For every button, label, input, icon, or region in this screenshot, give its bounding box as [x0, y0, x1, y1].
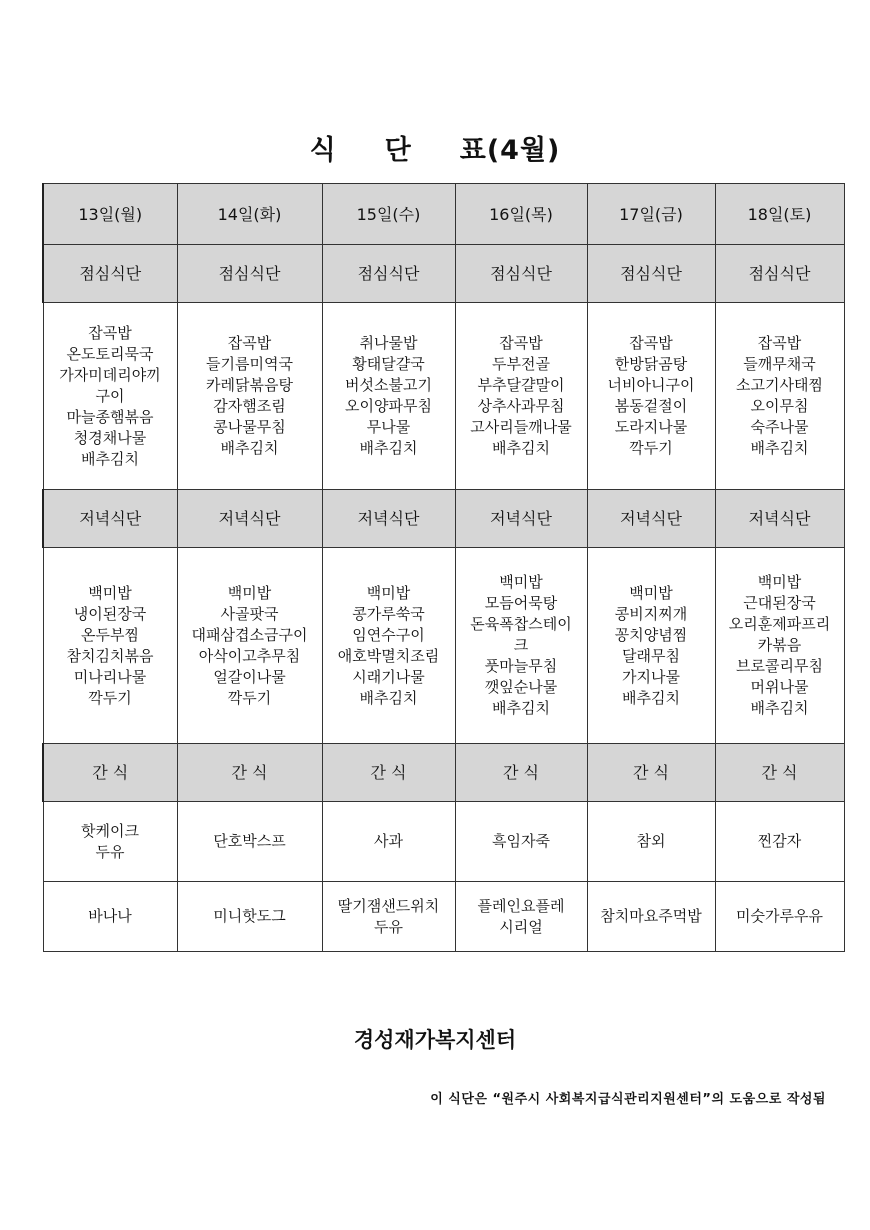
snack2-menu-cell — [177, 882, 322, 952]
menu-item: 돈육폭찹스테이 — [470, 615, 572, 633]
lunch-menu-cell — [587, 303, 715, 490]
snack1-menu-cell — [43, 802, 177, 882]
menu-item: 시리얼 — [499, 917, 543, 936]
lunch-menu-cell — [43, 303, 177, 490]
menu-item: 무나물 — [366, 418, 411, 436]
menu-item: 백미밥 — [629, 583, 673, 602]
menu-item: 잡곡밥 — [227, 334, 272, 352]
menu-item: 마늘종햄볶음 — [66, 407, 154, 426]
lunch-label-row — [43, 245, 844, 303]
menu-item: 잡곡밥 — [88, 323, 132, 342]
menu-item: 잡곡밥 — [499, 334, 543, 352]
menu-item: 온두부찜 — [81, 625, 139, 644]
menu-item: 백미밥 — [366, 583, 411, 602]
menu-item: 배추김치 — [81, 449, 139, 468]
menu-item: 들기름미역국 — [206, 355, 293, 373]
menu-item: 백미밥 — [499, 573, 543, 591]
date-header: 16일(목) — [455, 184, 587, 245]
menu-item: 백미밥 — [757, 573, 802, 591]
lunch-label: 점심식단 — [177, 245, 322, 303]
menu-item: 꽁치양념찜 — [614, 625, 688, 644]
snack2-menu-cell — [587, 882, 715, 952]
dinner-menu-row — [43, 548, 844, 744]
menu-item: 배추김치 — [359, 688, 418, 707]
dinner-label: 저녁식단 — [43, 490, 177, 548]
menu-item: 깍두기 — [88, 688, 132, 707]
menu-item: 구이 — [95, 386, 125, 405]
snack-label: 간 식 — [322, 744, 455, 802]
title-part-2: 단 — [384, 135, 412, 166]
menu-item: 고사리들깨나물 — [470, 418, 572, 436]
lunch-label: 점심식단 — [715, 245, 844, 303]
dinner-label: 저녁식단 — [322, 490, 455, 548]
menu-item: 도라지나물 — [614, 418, 688, 436]
menu-item: 깍두기 — [227, 688, 272, 707]
menu-item: 카볶음 — [757, 636, 802, 654]
menu-item: 오리훈제파프리 — [728, 615, 831, 633]
menu-item: 단호박스프 — [213, 832, 286, 850]
snack2-menu-cell — [322, 882, 455, 952]
date-header: 13일(월) — [43, 184, 177, 245]
snack-label: 간 식 — [587, 744, 715, 802]
snack1-menu-cell — [322, 802, 455, 882]
snack-row-2 — [43, 882, 844, 952]
menu-item: 한방닭곰탕 — [614, 355, 688, 373]
menu-table — [42, 183, 845, 952]
dinner-label: 저녁식단 — [177, 490, 322, 548]
menu-item: 깍두기 — [629, 439, 673, 457]
menu-item: 풋마늘무침 — [484, 657, 558, 675]
menu-item: 머위나물 — [750, 678, 809, 696]
menu-item: 배추김치 — [359, 439, 418, 457]
menu-item: 부추달걀말이 — [477, 376, 565, 394]
menu-item: 온도토리묵국 — [66, 344, 154, 363]
menu-item: 사과 — [374, 832, 403, 850]
menu-item: 냉이된장국 — [73, 604, 147, 623]
menu-item: 상추사과무침 — [477, 397, 565, 415]
menu-item: 가자미데리야끼 — [59, 365, 161, 384]
menu-item: 크 — [513, 636, 529, 654]
dinner-label: 저녁식단 — [587, 490, 715, 548]
snack1-menu-cell — [715, 802, 844, 882]
date-header: 17일(금) — [587, 184, 715, 245]
menu-item: 애호박멸치조림 — [337, 646, 440, 665]
menu-item: 콩가루쑥국 — [352, 604, 425, 623]
snack-label: 간 식 — [177, 744, 322, 802]
dinner-label: 저녁식단 — [455, 490, 587, 548]
menu-item: 얼갈이나물 — [213, 667, 286, 686]
snack-label: 간 식 — [715, 744, 844, 802]
menu-item: 잡곡밥 — [757, 334, 802, 352]
menu-item: 참치마요주먹밥 — [600, 907, 702, 925]
dinner-label-row — [43, 490, 844, 548]
menu-item: 미나리나물 — [73, 667, 147, 686]
snack-row-1 — [43, 802, 844, 882]
dinner-menu-cell — [322, 548, 455, 744]
menu-item: 백미밥 — [88, 583, 132, 602]
menu-item: 흑임자죽 — [492, 832, 550, 850]
dinner-menu-cell — [43, 548, 177, 744]
menu-item: 너비아니구이 — [607, 376, 695, 394]
lunch-menu-cell — [455, 303, 587, 490]
menu-item: 가지나물 — [622, 667, 680, 686]
lunch-menu-cell — [715, 303, 844, 490]
menu-item: 소고기사태찜 — [736, 376, 823, 394]
title-part-1: 식 — [309, 135, 337, 166]
menu-item: 참치김치볶음 — [66, 646, 154, 665]
menu-item: 미니핫도그 — [213, 907, 286, 925]
dinner-menu-cell — [715, 548, 844, 744]
menu-item: 감자햄조림 — [213, 397, 286, 415]
center-name: 경성재가복지센터 — [353, 1028, 517, 1052]
snack2-menu-cell — [715, 882, 844, 952]
menu-item: 청경채나물 — [73, 428, 147, 447]
menu-item: 핫케이크 — [81, 821, 139, 840]
lunch-menu-cell — [322, 303, 455, 490]
menu-item: 들깨무채국 — [743, 355, 816, 373]
menu-item: 근대된장국 — [743, 594, 816, 612]
snack-label: 간 식 — [43, 744, 177, 802]
snack-label-row — [43, 744, 844, 802]
lunch-label: 점심식단 — [322, 245, 455, 303]
menu-item: 배추김치 — [750, 439, 809, 457]
menu-item: 대패삼겹소금구이 — [191, 625, 308, 644]
snack1-menu-cell — [587, 802, 715, 882]
menu-item: 오이양파무침 — [345, 397, 432, 415]
menu-item: 오이무침 — [750, 397, 809, 415]
menu-item: 두유 — [95, 842, 125, 861]
menu-item: 미숫가루우유 — [736, 907, 823, 925]
footnote: 이 식단은 “원주시 사회복지급식관리지원센터”의 도움으로 작성됨 — [430, 1092, 826, 1107]
menu-item: 취나물밥 — [359, 334, 418, 352]
menu-item: 숙주나물 — [750, 418, 809, 436]
menu-item: 배추김치 — [492, 699, 550, 717]
menu-item: 사골팟국 — [220, 604, 279, 623]
menu-item: 잡곡밥 — [629, 334, 673, 352]
menu-item: 콩나물무침 — [213, 418, 286, 436]
menu-item: 모듬어묵탕 — [484, 594, 558, 612]
menu-item: 두유 — [374, 917, 403, 936]
menu-item: 딸기잼샌드위치 — [337, 896, 440, 915]
date-row — [43, 184, 844, 245]
menu-item: 브로콜리무침 — [736, 657, 823, 675]
lunch-label: 점심식단 — [43, 245, 177, 303]
menu-item: 달래무침 — [622, 646, 680, 665]
snack2-menu-cell — [43, 882, 177, 952]
page-title — [0, 128, 870, 167]
menu-item: 임연수구이 — [352, 625, 425, 644]
menu-item: 배추김치 — [492, 439, 550, 457]
date-header: 14일(화) — [177, 184, 322, 245]
title-part-3: 표(4월) — [459, 135, 561, 166]
menu-item: 백미밥 — [227, 583, 272, 602]
menu-item: 시래기나물 — [352, 667, 425, 686]
menu-item: 콩비지찌개 — [614, 604, 688, 623]
lunch-label: 점심식단 — [587, 245, 715, 303]
snack1-menu-cell — [455, 802, 587, 882]
menu-item: 카레닭볶음탕 — [206, 376, 293, 394]
dinner-label: 저녁식단 — [715, 490, 844, 548]
menu-item: 찐감자 — [757, 832, 802, 850]
menu-item: 깻잎순나물 — [484, 678, 558, 696]
menu-item: 배추김치 — [750, 699, 809, 717]
date-header: 15일(수) — [322, 184, 455, 245]
dinner-menu-cell — [587, 548, 715, 744]
menu-item: 아삭이고추무침 — [198, 646, 301, 665]
menu-item: 배추김치 — [622, 688, 680, 707]
menu-item: 두부전골 — [492, 355, 550, 373]
menu-item: 바나나 — [88, 907, 132, 925]
menu-item: 버섯소불고기 — [345, 376, 432, 394]
dinner-menu-cell — [455, 548, 587, 744]
menu-item: 플레인요플레 — [477, 896, 565, 915]
menu-item: 배추김치 — [220, 439, 279, 457]
menu-item: 봄동겉절이 — [614, 397, 688, 415]
date-header: 18일(토) — [715, 184, 844, 245]
snack2-menu-cell — [455, 882, 587, 952]
snack-label: 간 식 — [455, 744, 587, 802]
snack1-menu-cell — [177, 802, 322, 882]
lunch-label: 점심식단 — [455, 245, 587, 303]
menu-item: 황태달걀국 — [352, 355, 425, 373]
lunch-menu-row — [43, 303, 844, 490]
menu-item: 참외 — [636, 832, 666, 850]
dinner-menu-cell — [177, 548, 322, 744]
lunch-menu-cell — [177, 303, 322, 490]
